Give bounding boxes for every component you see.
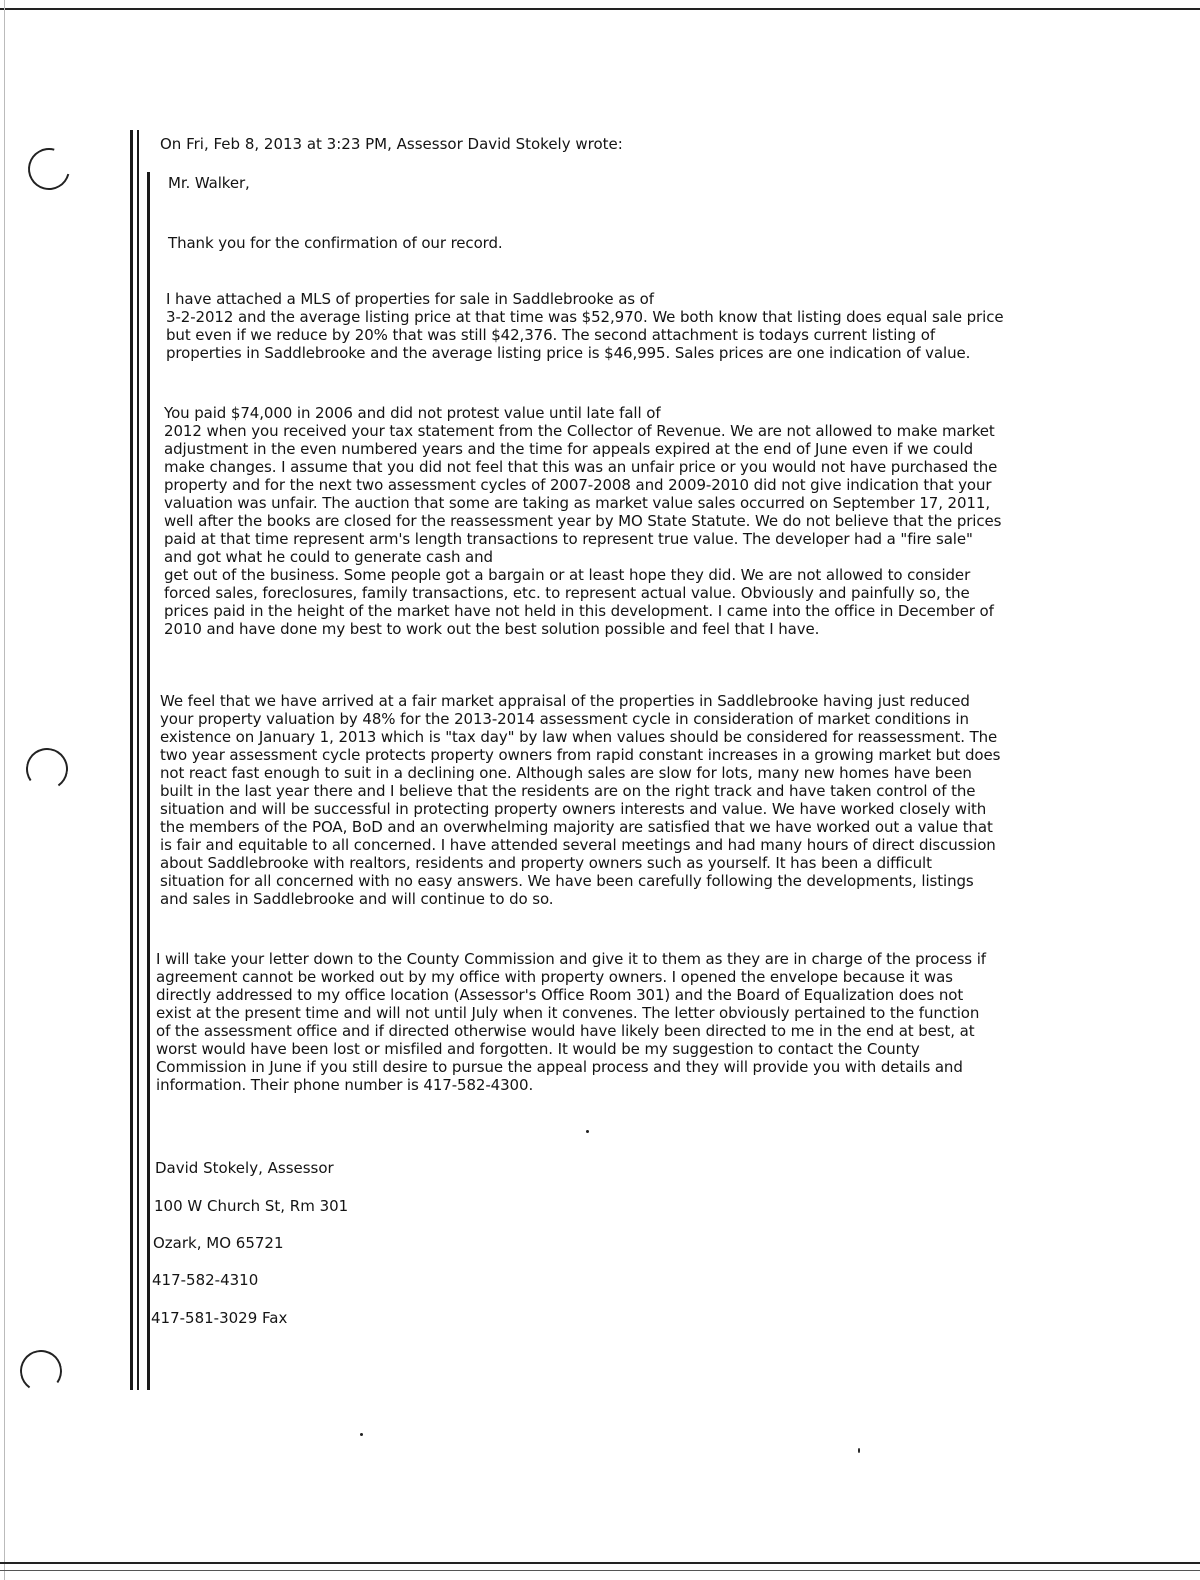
signature-city: Ozark, MO 65721 bbox=[153, 1234, 284, 1252]
scan-speck bbox=[858, 1448, 860, 1453]
quote-bar-outer-secondary bbox=[137, 130, 139, 1390]
left-edge-line bbox=[4, 0, 5, 1580]
punch-hole-icon bbox=[20, 140, 77, 197]
paragraph-county-commission: I will take your letter down to the County Commission and give it to them as they are in charge of the process if agreement cannot be worked out by my office with property owners. I opened the envelope because it was directly addressed to my office location (Assessor's Office Room 301) and the Board of Equalization does not exist at the present time and will not until July when it convenes. The letter obviously pertained to the function of the assessment office and if directed otherwise would have likely been directed to me in the end at best, at worst would have been lost or misfiled and forgotten. It would be my suggestion to contact the County Commission in June if you still desire to pursue the appeal process and they will provide you with details and information. Their phone number is 417-582-4300. bbox=[156, 950, 986, 1094]
punch-hole-icon bbox=[23, 745, 72, 794]
email-quote-header: On Fri, Feb 8, 2013 at 3:23 PM, Assessor David Stokely wrote: bbox=[160, 135, 623, 153]
greeting: Mr. Walker, bbox=[168, 174, 250, 192]
top-border-line bbox=[0, 8, 1200, 10]
scan-speck bbox=[586, 1130, 589, 1133]
quote-bar-outer bbox=[130, 130, 133, 1390]
scan-speck bbox=[360, 1433, 363, 1436]
signature-phone: 417-582-4310 bbox=[152, 1271, 259, 1289]
signature-name: David Stokely, Assessor bbox=[155, 1159, 334, 1177]
bottom-border-line bbox=[0, 1562, 1200, 1564]
quote-bar-inner bbox=[147, 172, 150, 1390]
thanks-line: Thank you for the confirmation of our record. bbox=[168, 234, 503, 252]
signature-address: 100 W Church St, Rm 301 bbox=[154, 1197, 349, 1215]
punch-hole-icon bbox=[17, 1347, 66, 1396]
paragraph-purchase-history: You paid $74,000 in 2006 and did not protest value until late fall of 2012 when you received your tax statement from the Collector of Revenue. We are not allowed to make market adjustment in the even numbered years and the time for appeals expired at the end of June even if we could make changes. I assume that you did not feel that this was an unfair price or you would not have purchased the property and for the next two assessment cycles of 2007-2008 and 2009-2010 did not give indication that your valuation was unfair. The auction that some are taking as market value sales occurred on September 17, 2011, well after the books are closed for the reassessment year by MO State Statute. We do not believe that the prices paid at that time represent arm's length transactions to represent true value. The developer had a "fire sale" and got what he could to generate cash and get out of the business. Some people got a bargain or at least hope they did. We are not allowed to consider forced sales, foreclosures, family transactions, etc. to represent actual value. Obviously and painfully so, the prices paid in the height of the market have not held in this development. I came into the office in December of 2010 and have done my best to work out the best solution possible and feel that I have. bbox=[164, 404, 1002, 638]
bottom-border-line-secondary bbox=[0, 1570, 1200, 1571]
paragraph-mls-listing: I have attached a MLS of properties for sale in Saddlebrooke as of 3-2-2012 and the average listing price at that time was $52,970. We both know that listing does equal sale price but even if we reduce by 20% that was still $42,376. The second attachment is todays current listing of properties in Saddlebrooke and the average listing price is $46,995. Sales prices are one indication of value. bbox=[166, 290, 1004, 362]
paragraph-fair-appraisal: We feel that we have arrived at a fair market appraisal of the properties in Saddlebrooke having just reduced your property valuation by 48% for the 2013-2014 assessment cycle in consideration of market conditions in existence on January 1, 2013 which is "tax day" by law when values should be considered for reassessment. The two year assessment cycle protects property owners from rapid constant increases in a growing market but does not react fast enough to suit in a declining one. Although sales are slow for lots, many new homes have been built in the last year there and I believe that the residents are on the right track and have taken control of the situation and will be successful in protecting property owners interests and value. We have worked closely with the members of the POA, BoD and an overwhelming majority are satisfied that we have worked out a value that is fair and equitable to all concerned. I have attended several meetings and had many hours of direct discussion about Saddlebrooke with realtors, residents and property owners such as yourself. It has been a difficult situation for all concerned with no easy answers. We have been carefully following the developments, listings and sales in Saddlebrooke and will continue to do so. bbox=[160, 692, 1001, 908]
signature-fax: 417-581-3029 Fax bbox=[151, 1309, 288, 1327]
